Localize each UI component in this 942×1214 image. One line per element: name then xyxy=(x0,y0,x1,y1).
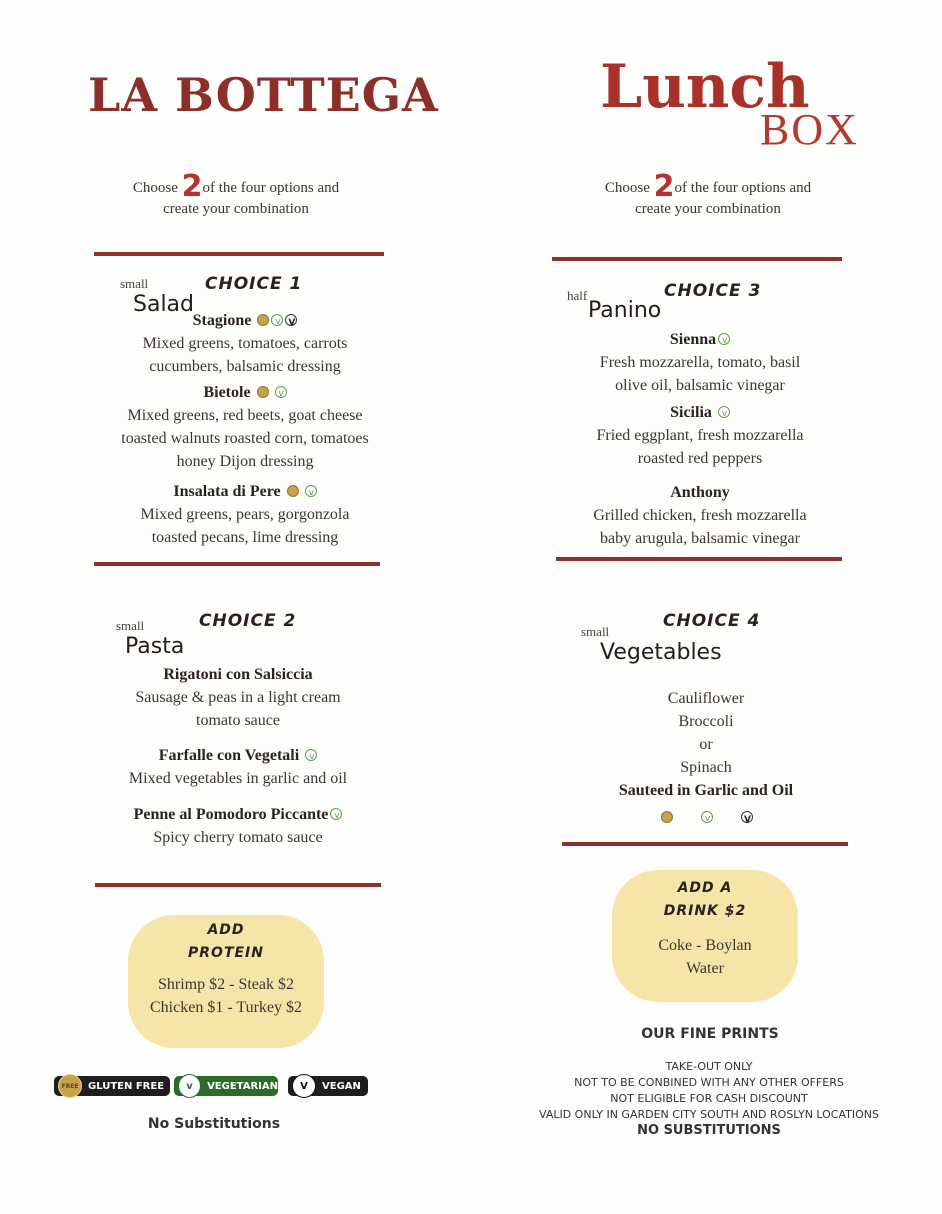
menu-item: Stagione vV xyxy=(90,309,400,332)
divider xyxy=(562,842,848,846)
vegetarian-icon xyxy=(718,406,730,418)
category-vegetables: Vegetables xyxy=(600,640,722,665)
vegan-icon xyxy=(741,811,753,823)
size-label: small xyxy=(581,624,610,639)
divider xyxy=(95,883,381,887)
vegetarian-icon xyxy=(305,485,317,497)
menu-title-box: BOX xyxy=(760,105,859,154)
intro-number: 2 xyxy=(653,169,675,204)
gluten-free-icon xyxy=(287,485,299,497)
panino-list: Siennav Fresh mozzarella, tomato, basil olive oil, balsamic vinegar Sicilia v Fried eggplant, fresh mozzarella roasted red peppers Anthony Grilled chicken, fresh mozzarella baby arugula, balsamic vinegar xyxy=(550,328,850,550)
vegetarian-icon xyxy=(275,386,287,398)
menu-item: Insalata di Pere v xyxy=(90,480,400,503)
choice-1-heading: CHOICE 1 xyxy=(205,274,303,294)
size-label: small xyxy=(116,618,145,633)
intro-number: 2 xyxy=(181,169,203,204)
menu-item: Penne al Pomodoro Piccantev xyxy=(88,803,388,826)
divider xyxy=(552,257,842,261)
divider xyxy=(94,252,384,256)
intro-right: Choose 2of the four options and create your combination xyxy=(604,169,812,217)
gluten-free-icon xyxy=(257,386,269,398)
vegan-icon: V xyxy=(292,1074,316,1098)
vegetarian-icon xyxy=(330,808,342,820)
no-substitutions-note: No Substitutions xyxy=(147,1116,281,1132)
menu-item: Farfalle con Vegetali v xyxy=(88,744,388,767)
restaurant-logo: LA BOTTEGA xyxy=(88,68,439,122)
category-pasta: Pasta xyxy=(125,634,185,659)
gluten-free-icon: FREE xyxy=(58,1074,82,1098)
gluten-free-icon xyxy=(661,811,673,823)
size-label: half xyxy=(567,288,588,303)
choice-4-heading: CHOICE 4 xyxy=(663,611,761,631)
vegetarian-icon xyxy=(718,333,730,345)
pasta-list: Rigatoni con Salsiccia Sausage & peas in a light cream tomato sauce Farfalle con Vegetali v Mixed vegetables in garlic and oil Penne al Pomodoro Piccantev Spicy cherry tomato sauce xyxy=(88,663,388,849)
vegetarian-icon xyxy=(305,749,317,761)
menu-item: Siennav xyxy=(550,328,850,351)
menu-item: Sicilia v xyxy=(550,401,850,424)
size-label: small xyxy=(120,276,149,291)
vegetables-list: Cauliflower Broccoli or Spinach Sauteed in Garlic and Oil v V xyxy=(556,687,856,829)
vegan-icon xyxy=(285,314,297,326)
menu-item: Bietole v xyxy=(90,381,400,404)
salad-list: Stagione vV Mixed greens, tomatoes, carrots cucumbers, balsamic dressing Bietole v Mixed greens, red beets, goat cheese toasted walnuts roasted corn, tomatoes honey Dijon dressing Insalata di Pere v Mixed greens, pears, gorgonzola toasted pecans, lime dressing xyxy=(90,309,400,549)
add-protein-box: ADD PROTEIN Shrimp $2 - Steak $2 Chicken $1 - Turkey $2 xyxy=(128,915,324,1048)
menu-item: Rigatoni con Salsiccia xyxy=(163,666,313,683)
divider xyxy=(556,557,842,561)
divider xyxy=(94,562,380,566)
legend-vegetarian: v VEGETARIAN xyxy=(174,1076,278,1096)
vegetarian-icon: v xyxy=(178,1074,201,1098)
menu-title-lunch: Lunch xyxy=(600,52,810,122)
fine-prints-list: TAKE-OUT ONLY NOT TO BE CONBINED WITH ANY OTHER OFFERS NOT ELIGIBLE FOR CASH DISCOUNT VALID ONLY IN GARDEN CITY SOUTH AND ROSLYN LOCATIONS NO SUBSTITUTIONS xyxy=(539,1060,879,1138)
legend-gluten-free: FREE GLUTEN FREE xyxy=(54,1076,170,1096)
category-panino: Panino xyxy=(588,298,662,323)
choice-3-heading: CHOICE 3 xyxy=(664,281,762,301)
vegetarian-icon xyxy=(271,314,283,326)
menu-item: Anthony xyxy=(670,484,730,501)
legend-vegan: V VEGAN xyxy=(288,1076,368,1096)
intro-left: Choose 2of the four options and create your combination xyxy=(132,169,340,217)
vegetarian-icon xyxy=(701,811,713,823)
fine-prints-title: OUR FINE PRINTS xyxy=(641,1026,779,1042)
category-salad: Salad xyxy=(133,292,195,317)
add-drink-box: ADD A DRINK $2 Coke - Boylan Water xyxy=(612,870,798,1002)
gluten-free-icon xyxy=(257,314,269,326)
choice-2-heading: CHOICE 2 xyxy=(199,611,297,631)
